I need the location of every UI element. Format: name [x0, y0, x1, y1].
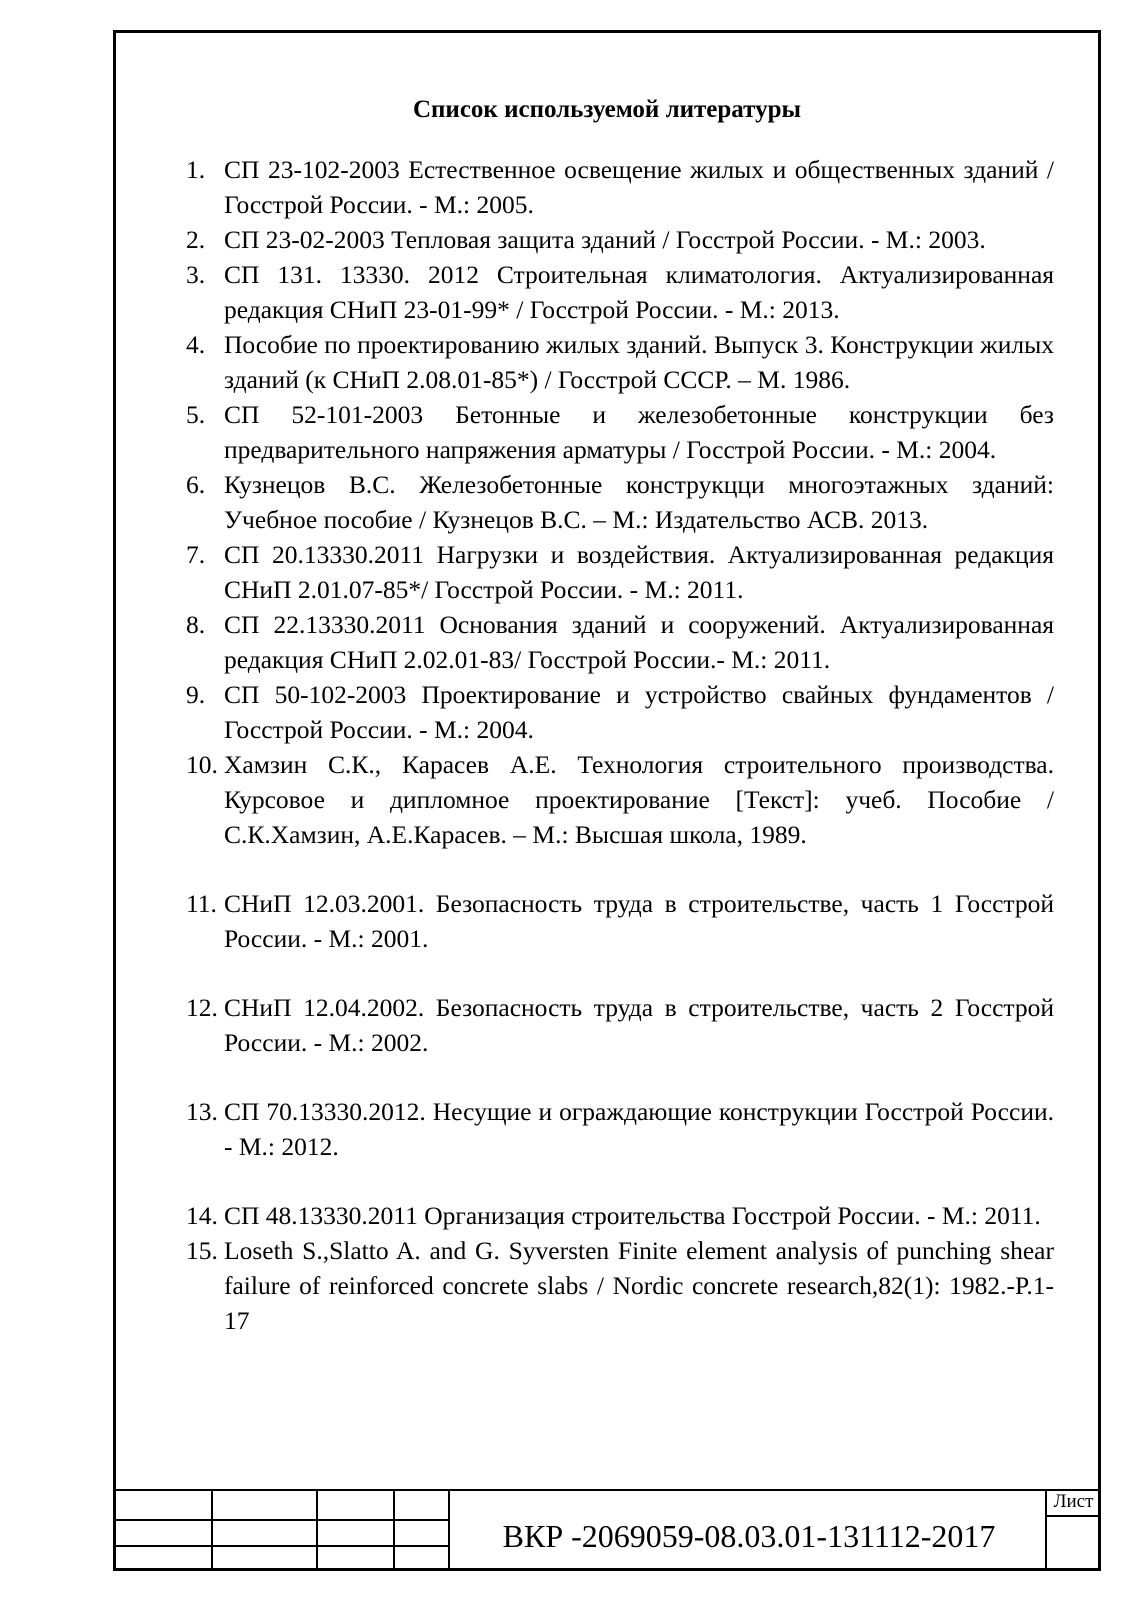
reference-number: 4.: [186, 330, 206, 359]
reference-number: 8.: [186, 610, 206, 639]
document-title: Список используемой литературы: [412, 96, 802, 123]
reference-item: [186, 397, 1054, 467]
reference-item: [186, 607, 1054, 677]
reference-number: 6.: [186, 470, 206, 499]
reference-text: Хамзин С.К., Карасев А.Е. Технология строительного производства. Курсовое и дипломное проектирование [Текст]: учеб. Пособие / С.К.Хамзин, А.Е.Карасев. – М.: Высшая школа, 1989.: [224, 750, 1054, 849]
reference-text: СНиП 12.03.2001. Безопасность труда в строительстве, часть 1 Госстрой России. - М.: 2001.: [224, 889, 1054, 953]
reference-text: СНиП 12.04.2002. Безопасность труда в строительстве, часть 2 Госстрой России. - М.: 2002.: [224, 993, 1054, 1057]
reference-text: СП 48.13330.2011 Организация строительства Госстрой России. - М.: 2011.: [224, 1201, 1041, 1230]
reference-list: [186, 152, 1054, 1338]
reference-item: [186, 747, 1054, 852]
reference-number: 3.: [186, 260, 206, 289]
reference-number: 9.: [186, 680, 206, 709]
reference-text: СП 22.13330.2011 Основания зданий и сооружений. Актуализированная редакция СНиП 2.02.01-83/ Госстрой России.- М.: 2011.: [224, 610, 1054, 674]
reference-item: [186, 1233, 1054, 1338]
reference-text: СП 50-102-2003 Проектирование и устройство свайных фундаментов / Госстрой России. - М.: 2004.: [224, 680, 1054, 744]
reference-item: [186, 152, 1054, 222]
reference-text: Кузнецов В.С. Железобетонные конструкцци многоэтажных зданий: Учебное пособие / Кузнецов В.С. – М.: Издательство АСВ. 2013.: [224, 470, 1054, 534]
reference-text: СП 23-102-2003 Естественное освещение жилых и общественных зданий / Госстрой России. - М.: 2005.: [224, 155, 1054, 219]
reference-item: [186, 257, 1054, 327]
reference-number: 2.: [186, 225, 206, 254]
reference-number: 13.: [186, 1097, 218, 1126]
reference-number: 14.: [186, 1201, 218, 1230]
reference-number: 7.: [186, 540, 206, 569]
title-block-column-line: [393, 1489, 395, 1571]
reference-number: 15.: [186, 1236, 218, 1265]
title-block-column-line: [448, 1489, 450, 1571]
title-block-top-line: [113, 1489, 1101, 1491]
reference-item: [186, 1198, 1054, 1233]
reference-item: [186, 677, 1054, 747]
sheet-label: Лист: [1053, 1491, 1094, 1512]
title-block-row-line: [113, 1519, 450, 1521]
reference-item: [186, 886, 1054, 956]
reference-item: [186, 222, 1054, 257]
reference-text: СП 131. 13330. 2012 Строительная климатология. Актуализированная редакция СНиП 23-01-99* / Госстрой России. - М.: 2013.: [224, 260, 1054, 324]
reference-text: Пособие по проектированию жилых зданий. Выпуск 3. Конструкции жилых зданий (к СНиП 2.08.01-85*) / Госстрой СССР. – М. 1986.: [224, 330, 1054, 394]
reference-item: [186, 467, 1054, 537]
reference-number: 5.: [186, 400, 206, 429]
reference-text: СП 23-02-2003 Тепловая защита зданий / Госстрой России. - М.: 2003.: [224, 225, 986, 254]
reference-number: 11.: [186, 889, 217, 918]
reference-number: 10.: [186, 750, 218, 779]
sheet-label-line: [1045, 1515, 1101, 1517]
title-block-column-line: [316, 1489, 318, 1571]
reference-text: СП 20.13330.2011 Нагрузки и воздействия. Актуализированная редакция СНиП 2.01.07-85*/ Госстрой России. - М.: 2011.: [224, 540, 1054, 604]
reference-item: [186, 327, 1054, 397]
reference-text: СП 70.13330.2012. Несущие и ограждающие конструкции Госстрой России. - М.: 2012.: [224, 1097, 1054, 1161]
reference-text: СП 52-101-2003 Бетонные и железобетонные конструкции без предварительного напряжения арматуры / Госстрой России. - М.: 2004.: [224, 400, 1054, 464]
reference-number: 12.: [186, 993, 218, 1022]
title-block-column-line: [211, 1489, 213, 1571]
reference-item: [186, 537, 1054, 607]
document-code: ВКР -2069059-08.03.01-131112-2017: [502, 1518, 996, 1554]
reference-item: [186, 1094, 1054, 1164]
reference-item: [186, 990, 1054, 1060]
reference-text: Loseth S.,Slatto A. and G. Syversten Finite element analysis of punching shear failure of reinforced concrete slabs / Nordic concrete research,82(1): 1982.-P.1-17: [224, 1236, 1054, 1335]
title-block-row-line: [113, 1545, 450, 1547]
reference-number: 1.: [186, 155, 206, 184]
